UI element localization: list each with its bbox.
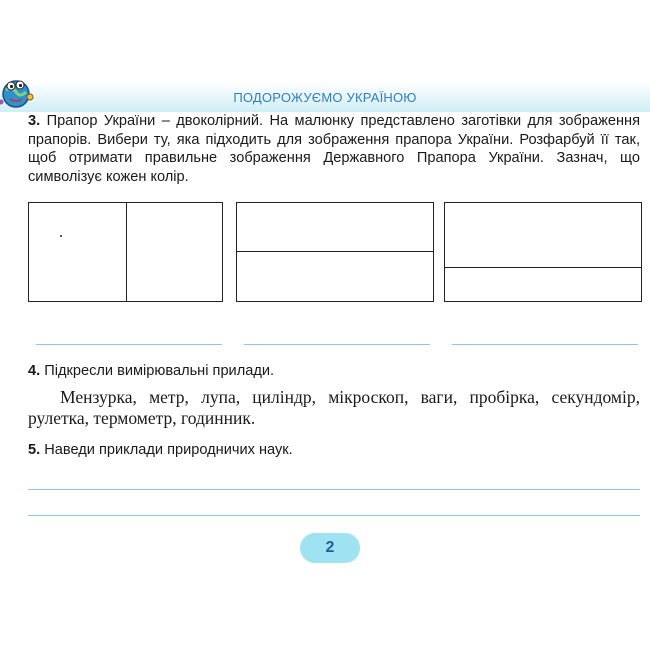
task-3-text: Прапор України – двоколірний. На малюнку представлено заготівки для зображення прапорів. Вибери ту, яка підходить для зображення прапора України. Розфарбуй її так, щоб отримати правильне зображення Державного Прапора України. Зазнач, що символізує кожен колір. [28, 113, 640, 185]
flag-template-vertical[interactable] [28, 202, 223, 302]
answer-line-3[interactable] [452, 344, 638, 345]
task-5-number: 5. [28, 442, 41, 458]
instruments-list[interactable]: Мензурка, метр, лупа, циліндр, мікроскоп, ваги, пробірка, секундомір, рулетка, термометр, годинник. [28, 387, 640, 428]
flag-divider [237, 251, 433, 252]
answer-line-1[interactable] [36, 344, 222, 345]
task-5-text: Наведи приклади природничих наук. [44, 442, 293, 458]
section-title: ПОДОРОЖУЄМО УКРАЇНОЮ [233, 90, 417, 105]
answer-line-2[interactable] [244, 344, 430, 345]
task-3 [28, 112, 640, 186]
task-4-text: Підкресли вимірювальні прилади. [44, 363, 275, 379]
flag-divider [445, 267, 641, 268]
page-number: 2 [300, 533, 360, 563]
print-speck [60, 235, 62, 237]
answer-line-4[interactable] [28, 489, 640, 490]
task-3-number: 3. [28, 113, 41, 129]
task-4 [28, 362, 640, 381]
task-4-number: 4. [28, 363, 41, 379]
flag-divider [126, 203, 127, 301]
task-5 [28, 441, 640, 460]
answer-line-5[interactable] [28, 515, 640, 516]
flag-template-horizontal-equal[interactable] [236, 202, 434, 302]
flag-template-horizontal-unequal[interactable] [444, 202, 642, 302]
